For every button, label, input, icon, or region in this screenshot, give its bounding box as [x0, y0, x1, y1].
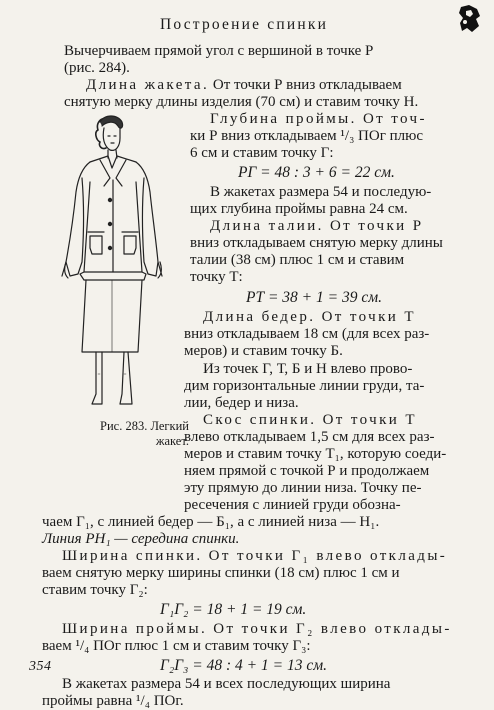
- text-line: ставим точку Г₂:: [42, 582, 148, 598]
- text-line: 6 см и ставим точку Г:: [190, 145, 334, 161]
- figure-caption: [76, 419, 189, 449]
- text-line: ки Р вниз откладываем ¹/₃ ПОг плюс: [190, 128, 423, 144]
- text-line: талии (38 см) плюс 1 см и ставим: [190, 252, 405, 268]
- text-line: щих глубина проймы равна 24 см.: [190, 201, 408, 217]
- text-line: лии, бедер и низа.: [184, 395, 299, 411]
- caption-line: жакет.: [155, 434, 189, 448]
- text-line: эту прямую до линии низа. Точку пе-: [184, 480, 422, 496]
- term-label: Длина жакета.: [86, 77, 210, 93]
- formula: РГ = 48 : 3 + 6 = 22 см.: [238, 164, 395, 181]
- formula: Г₁Г₂ = 18 + 1 = 19 см.: [160, 601, 307, 618]
- text-line: влево откладываем 1,5 см для всех раз-: [184, 429, 435, 445]
- ink-stain-mark: [457, 4, 483, 39]
- text-line: Вычерчиваем прямой угол с вершиной в точке Р: [64, 43, 374, 59]
- text-line: проймы равна ¹/₄ ПОг.: [42, 693, 184, 709]
- text-span: От точки Р вниз откладываем: [209, 77, 402, 93]
- text-line: Длина талии. От точки Р: [210, 218, 424, 234]
- text-line: Из точек Г, Т, Б и Н влево прово-: [203, 361, 413, 377]
- text-line: В жакетах размера 54 и всех последующих ширина: [62, 676, 391, 692]
- text-line: меров и ставим точку Т₁, которую соеди-: [184, 446, 447, 462]
- text-line: няем прямой с точкой Р и продолжаем: [184, 463, 430, 479]
- text-line: меров) и ставим точку Б.: [184, 343, 343, 359]
- text-line: Глубина проймы. От точ-: [210, 111, 427, 127]
- text-line: ресечения с линией груди обозна-: [184, 497, 401, 513]
- text-line: чаем Г₁, с линией бедер — Б₁, а с линией низа — Н₁.: [42, 514, 380, 530]
- text-line: ваем ¹/₄ ПОг плюс 1 см и ставим точку Г₃:: [42, 638, 311, 654]
- text-line: В жакетах размера 54 и последую-: [210, 184, 432, 200]
- text-line: вниз откладываем 18 см (для всех раз-: [184, 326, 430, 342]
- text-line: Ширина спинки. От точки Г₁ влево отклады-: [62, 548, 448, 564]
- text-line: Длина бедер. От точки Т: [203, 309, 416, 325]
- text-line: снятую мерку длины изделия (70 см) и ставим точку Н.: [64, 94, 419, 110]
- text-line: Линия РН₁ — середина спинки.: [42, 531, 240, 547]
- text-line: точку Т:: [190, 269, 243, 285]
- text-line: (рис. 284).: [64, 60, 130, 76]
- text-line: Ширина проймы. От точки Г₂ влево отклады-: [62, 621, 452, 637]
- section-heading: Построение спинки: [160, 16, 329, 33]
- text-line: вниз откладываем снятую мерку длины: [190, 235, 443, 251]
- text-line: [86, 77, 402, 94]
- formula: Г₂Г₃ = 48 : 4 + 1 = 13 см.: [160, 657, 327, 674]
- text-line: Скос спинки. От точки Т: [203, 412, 417, 428]
- text-line: дим горизонтальные линии груди, та-: [184, 378, 425, 394]
- formula: РТ = 38 + 1 = 39 см.: [246, 289, 382, 306]
- text-line: ваем снятую мерку ширины спинки (18 см) плюс 1 см и: [42, 565, 400, 581]
- caption-line: Рис. 283. Легкий: [100, 419, 189, 433]
- page-number: 354: [29, 659, 52, 674]
- jacket-illustration: [40, 112, 190, 422]
